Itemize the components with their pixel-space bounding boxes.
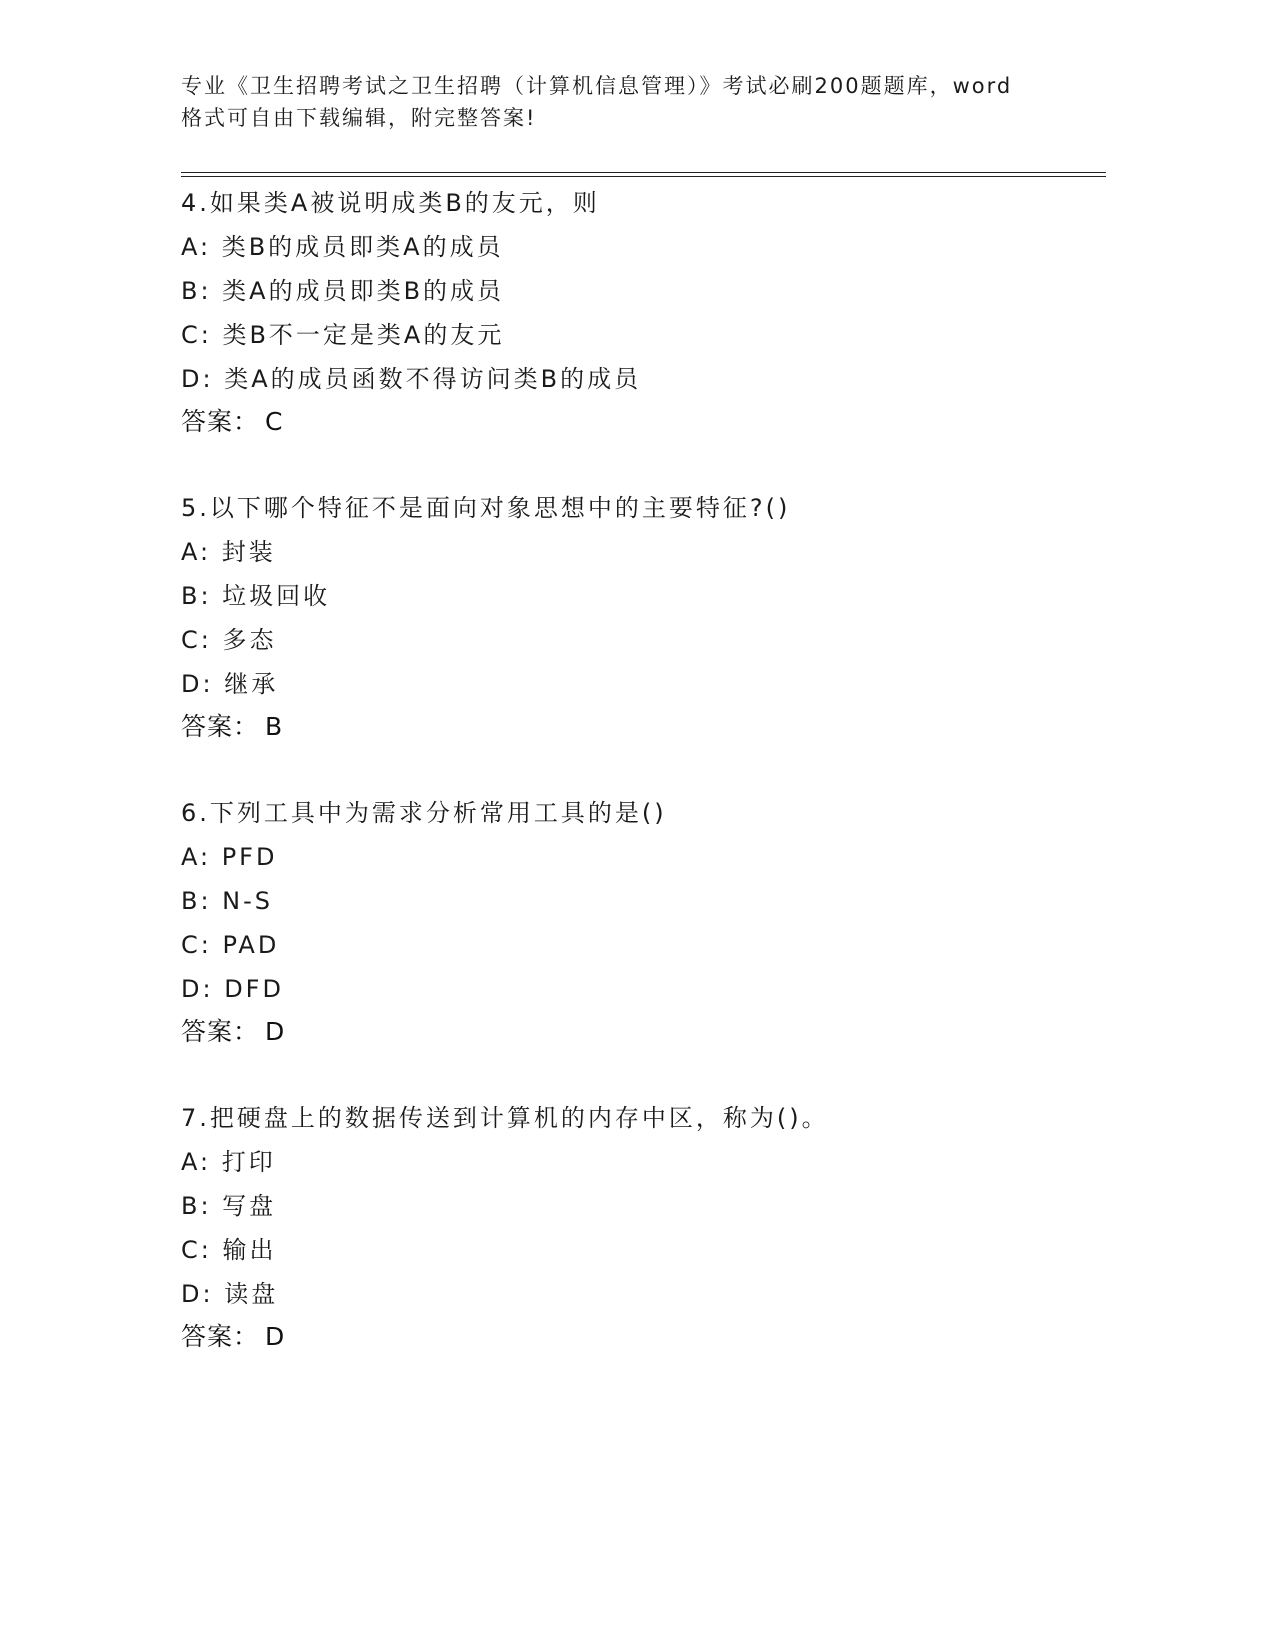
answer-line (181, 405, 283, 439)
header-divider-bottom (181, 176, 1106, 177)
answer-value: D (265, 1322, 286, 1351)
answer-label: 答案： (181, 407, 260, 436)
option-b: B: 写盘 (181, 1192, 277, 1220)
header-line-2: 格式可自由下载编辑，附完整答案! (181, 106, 537, 130)
option-b: B: 垃圾回收 (181, 582, 331, 610)
answer-line (181, 1320, 285, 1354)
option-a: A: PFD (181, 843, 278, 871)
option-d: D: 继承 (181, 670, 279, 698)
option-c: C: 多态 (181, 626, 277, 654)
answer-line (181, 710, 283, 744)
header-line-1: 专业《卫生招聘考试之卫生招聘（计算机信息管理）》考试必刷200题题库，word (181, 74, 1013, 98)
document-header (181, 70, 1081, 134)
question-stem: 7.把硬盘上的数据传送到计算机的内存中区，称为()。 (181, 1104, 829, 1132)
answer-value: C (265, 407, 284, 436)
question-stem: 4.如果类A被说明成类B的友元，则 (181, 189, 600, 217)
header-divider-top (181, 172, 1106, 173)
question-stem: 6.下列工具中为需求分析常用工具的是() (181, 799, 667, 827)
answer-value: B (265, 712, 284, 741)
option-c: C: 输出 (181, 1236, 277, 1264)
answer-value: D (265, 1017, 286, 1046)
answer-label: 答案： (181, 1322, 260, 1351)
answer-line (181, 1015, 285, 1049)
option-a: A: 类B的成员即类A的成员 (181, 233, 504, 261)
option-a: A: 封装 (181, 538, 276, 566)
option-c: C: PAD (181, 931, 280, 959)
question-stem: 5.以下哪个特征不是面向对象思想中的主要特征?() (181, 494, 791, 522)
answer-label: 答案： (181, 712, 260, 741)
answer-label: 答案： (181, 1017, 260, 1046)
option-c: C: 类B不一定是类A的友元 (181, 321, 505, 349)
option-d: D: 读盘 (181, 1280, 279, 1308)
option-b: B: 类A的成员即类B的成员 (181, 277, 505, 305)
option-d: D: 类A的成员函数不得访问类B的成员 (181, 365, 642, 393)
option-b: B: N-S (181, 887, 274, 915)
option-d: D: DFD (181, 975, 284, 1003)
option-a: A: 打印 (181, 1148, 276, 1176)
